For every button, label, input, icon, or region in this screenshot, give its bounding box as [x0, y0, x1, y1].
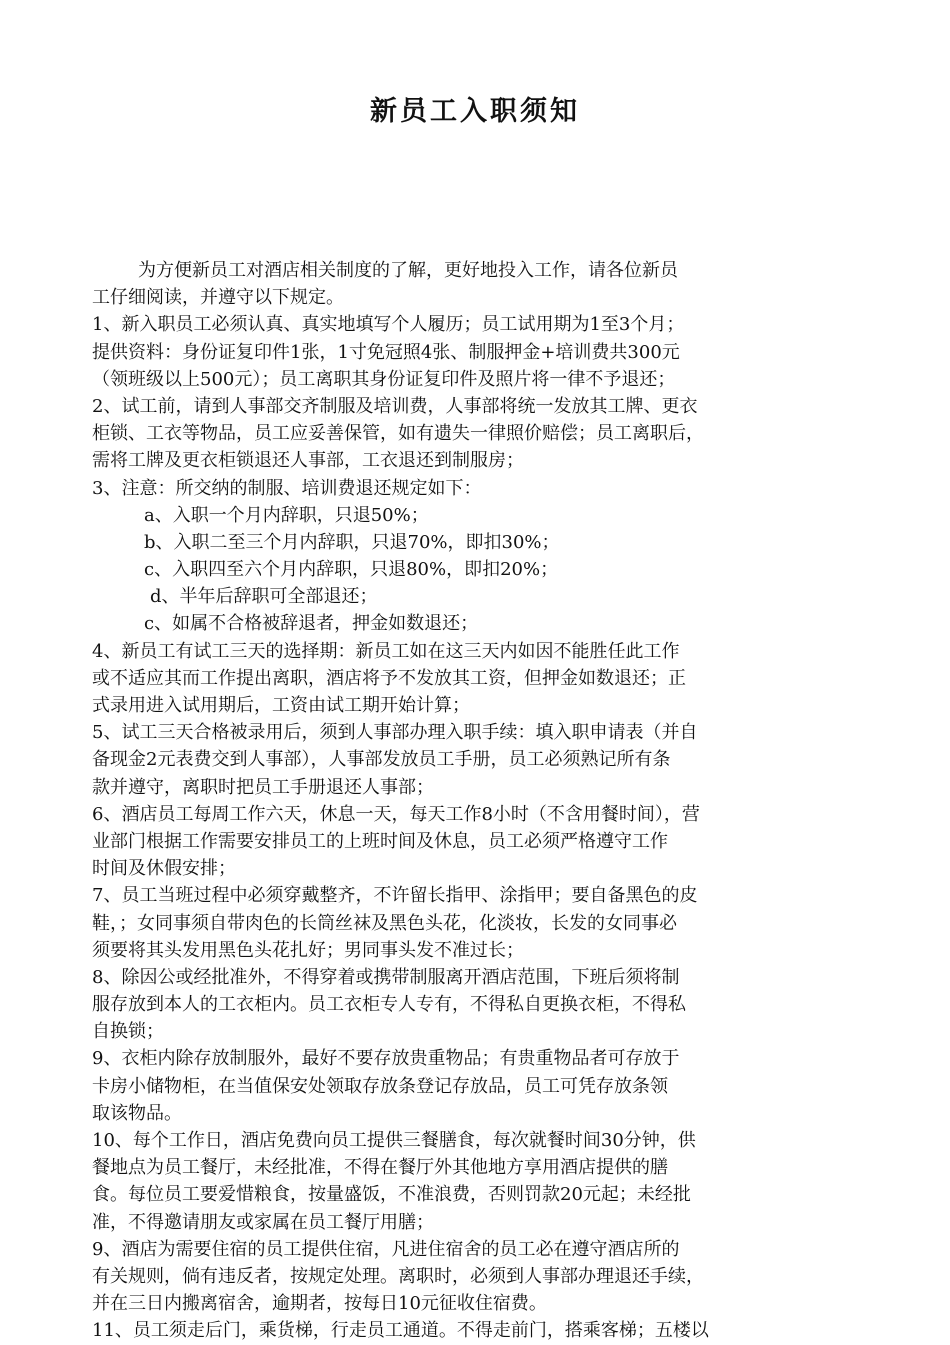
- rule-3-item-d: d、半年后辞职可全部退还；: [150, 586, 378, 608]
- rule-5-line-1: 5、试工三天合格被录用后，须到人事部办理入职手续：填入职申请表（并自: [92, 722, 698, 744]
- rule-7-line-3: 须要将其头发用黑色头花扎好；男同事头发不准过长；: [92, 939, 524, 961]
- rule-8-line-2: 服存放到本人的工衣柜内。员工衣柜专人专有，不得私自更换衣柜，不得私: [92, 994, 686, 1016]
- rule-5-line-3: 款并遵守，离职时把员工手册退还人事部；: [92, 776, 434, 798]
- rule-3-item-c: c、入职四至六个月内辞职，只退80%，即扣20%；: [144, 559, 559, 581]
- rule-1-line-1: 1、新入职员工必须认真、真实地填写个人履历；员工试用期为1至3个月；: [92, 314, 685, 336]
- rule-6-line-3: 时间及休假安排；: [92, 858, 236, 880]
- rule-2-line-3: 需将工牌及更衣柜锁退还人事部，工衣退还到制服房；: [92, 450, 524, 472]
- rule-7-line-2: 鞋，；女同事须自带肉色的长筒丝袜及黑色头花，化淡妆，长发的女同事必: [92, 912, 677, 934]
- rule-4-line-2: 或不适应其而工作提出离职，酒店将予不发放其工资，但押金如数退还；正: [92, 667, 686, 689]
- paragraph-line-intro-1: 为方便新员工对酒店相关制度的了解，更好地投入工作，请各位新员: [138, 260, 678, 281]
- rule-2-line-2: 柜锁、工衣等物品，员工应妥善保管，如有遗失一律照价赔偿；员工离职后，: [92, 423, 704, 445]
- rule-10-line-3: 食。每位员工要爱惜粮食，按量盛饭，不准浪费，否则罚款20元起；未经批: [92, 1184, 691, 1206]
- rule-4-line-1: 4、新员工有试工三天的选择期：新员工如在这三天内如因不能胜任此工作: [92, 640, 680, 662]
- rule-1-line-3: （领班级以上500元）；员工离职其身份证复印件及照片将一律不予退还；: [92, 368, 676, 390]
- rule-8-line-1: 8、除因公或经批准外，不得穿着或携带制服离开酒店范围，下班后须将制: [92, 966, 680, 988]
- rule-10-line-2: 餐地点为员工餐厅，未经批准，不得在餐厅外其他地方享用酒店提供的膳: [92, 1157, 668, 1179]
- rule-10-line-4: 准，不得邀请朋友或家属在员工餐厅用膳；: [92, 1211, 434, 1233]
- rule-9-line-3: 取该物品。: [92, 1102, 182, 1124]
- rule-1-line-2: 提供资料：身份证复印件1张，1寸免冠照4张、制服押金+培训费共300元: [92, 341, 680, 363]
- rule-9-line-2: 卡房小储物柜，在当值保安处领取存放条登记存放品，员工可凭存放条领: [92, 1075, 668, 1097]
- rule-3-item-b: b、入职二至三个月内辞职，只退70%，即扣30%；: [144, 531, 560, 553]
- rule-3-line-1: 3、注意：所交纳的制服、培训费退还规定如下：: [92, 477, 482, 499]
- rule-10-line-1: 10、每个工作日，酒店免费向员工提供三餐膳食，每次就餐时间30分钟，供: [92, 1130, 696, 1151]
- rule-6-line-2: 业部门根据工作需要安排员工的上班时间及休息，员工必须严格遵守工作: [92, 830, 668, 852]
- rule-5-line-2: 备现金2元表费交到人事部），人事部发放员工手册，员工必须熟记所有条: [92, 749, 671, 771]
- rule-3-item-e: c、如属不合格被辞退者，押金如数退还；: [144, 613, 479, 635]
- rule-11-line-1: 11、员工须走后门，乘货梯，行走员工通道。不得走前门，搭乘客梯；五楼以: [92, 1320, 709, 1342]
- rule-9b-line-3: 并在三日内搬离宿舍，逾期者，按每日10元征收住宿费。: [92, 1293, 547, 1315]
- rule-9b-line-1: 9、酒店为需要住宿的员工提供住宿，凡进住宿舍的员工必在遵守酒店所的: [92, 1238, 680, 1260]
- page-title: 新员工入职须知: [370, 96, 580, 127]
- rule-3-item-a: a、入职一个月内辞职，只退50%；: [144, 504, 429, 526]
- rule-7-line-1: 7、员工当班过程中必须穿戴整齐，不许留长指甲、涂指甲；要自备黑色的皮: [92, 885, 698, 907]
- document-body: [92, 257, 858, 1345]
- rule-6-line-1: 6、酒店员工每周工作六天，休息一天，每天工作8小时（不含用餐时间），营: [92, 803, 700, 825]
- rule-4-line-3: 式录用进入试用期后，工资由试工期开始计算；: [92, 695, 470, 716]
- rule-2-line-1: 2、试工前，请到人事部交齐制服及培训费，人事部将统一发放其工牌、更衣: [92, 395, 698, 417]
- rule-9-line-1: 9、衣柜内除存放制服外，最好不要存放贵重物品；有贵重物品者可存放于: [92, 1048, 680, 1070]
- rule-9b-line-2: 有关规则，倘有违反者，按规定处理。离职时，必须到人事部办理退还手续，: [92, 1265, 704, 1287]
- paragraph-line-intro-2: 工仔细阅读，并遵守以下规定。: [92, 287, 344, 309]
- rule-8-line-3: 自换锁；: [92, 1021, 164, 1043]
